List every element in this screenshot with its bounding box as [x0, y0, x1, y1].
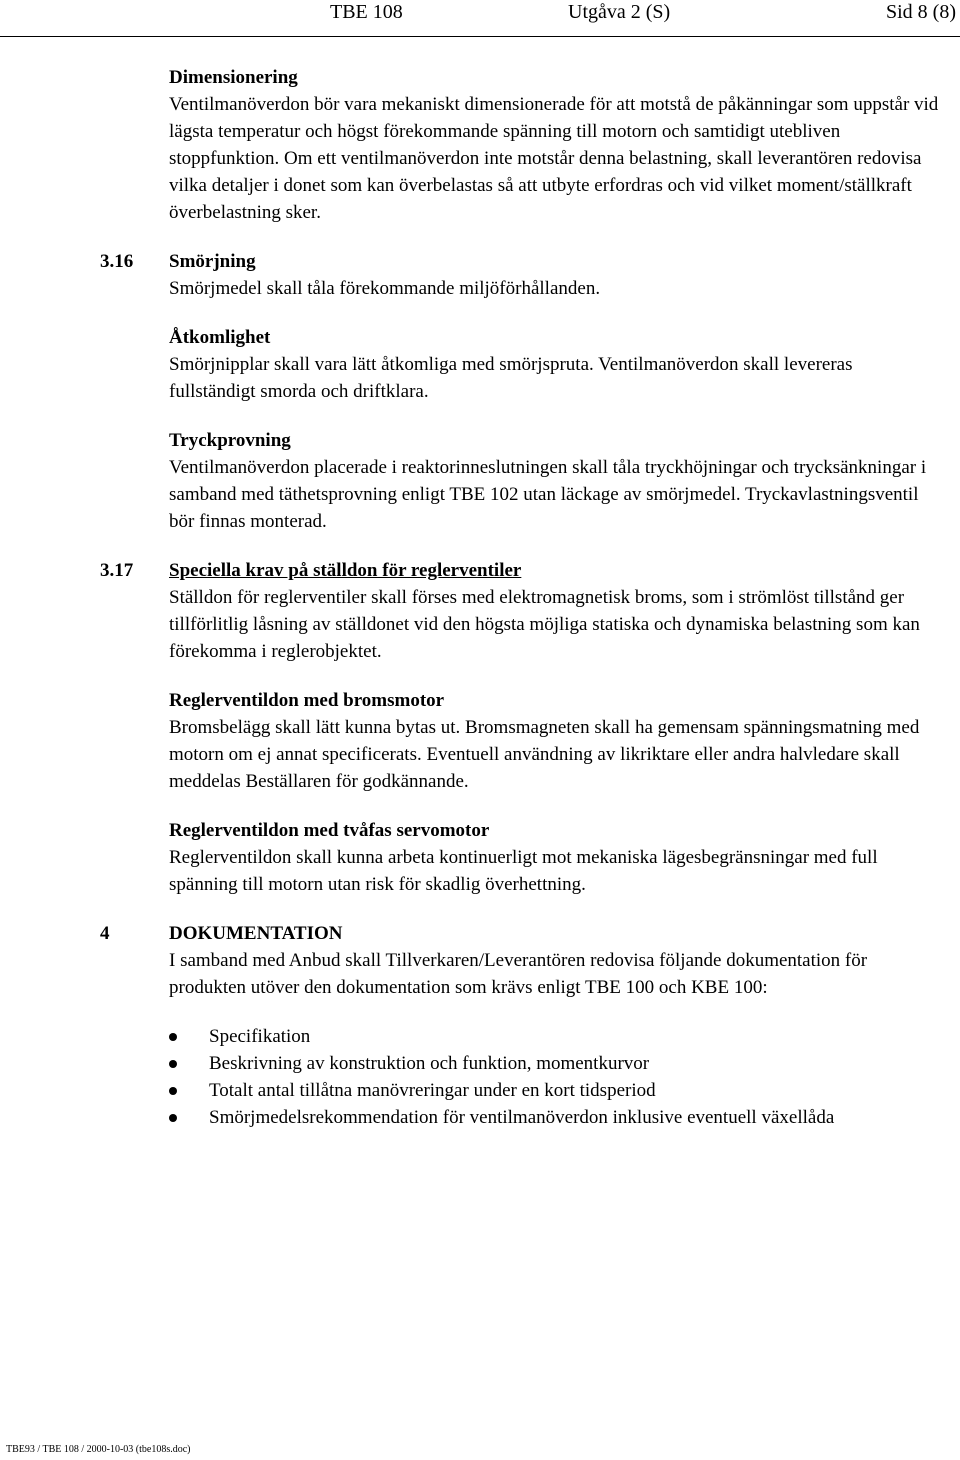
paragraph-smorjning: Smörjmedel skall tåla förekommande miljöförhållanden.: [169, 278, 601, 299]
section-dimensionering: [169, 64, 939, 226]
list-item: [169, 1023, 939, 1050]
document-body: [0, 64, 960, 1131]
heading-atkomlighet: Åtkomlighet: [169, 327, 271, 348]
heading-servomotor: Reglerventildon med tvåfas servomotor: [169, 820, 490, 841]
section-number-3-16: 3.16: [100, 251, 134, 272]
paragraph-servomotor: Reglerventildon skall kunna arbeta kontinuerligt mot mekaniska lägesbegränsningar med full spänning till motorn utan risk för skadlig överhettning.: [169, 847, 878, 895]
heading-dimensionering: Dimensionering: [169, 67, 298, 88]
documentation-list: [169, 1023, 939, 1131]
paragraph-tryckprovning: Ventilmanöverdon placerade i reaktorinneslutningen skall tåla tryckhöjningar och trycksänkningar i samband med täthetsprovning enligt TBE 102 utan läckage av smörjmedel. Tryckavlastningsventil bör finnas monterad.: [169, 457, 927, 532]
list-item-text: Smörjmedelsrekommendation för ventilmanöverdon inklusive eventuell växellåda: [209, 1107, 835, 1128]
list-item: [169, 1077, 939, 1104]
document-id: TBE 108: [330, 1, 403, 23]
bullet-icon: [169, 1087, 177, 1095]
section-servomotor: [169, 817, 939, 898]
section-number-4: 4: [100, 923, 110, 944]
paragraph-dokumentation: I samband med Anbud skall Tillverkaren/Leverantören redovisa följande dokumentation för produkten utöver den dokumentation som krävs enligt TBE 100 och KBE 100:: [169, 950, 868, 998]
paragraph-dimensionering: Ventilmanöverdon bör vara mekaniskt dimensionerade för att motstå de påkänningar som uppstår vid lägsta temperatur och högst förekommande spänning till motorn och samtidigt utebliven stoppfunktion. Om ett ventilmanöverdon inte motstår denna belastning, skall leverantören redovisa vilka detaljer i donet som kan överbelastas så att utbyte erfordras och vid vilket moment/ställkraft överbelastning sker.: [169, 94, 939, 223]
section-3-17: [100, 557, 939, 665]
section-4: [100, 920, 939, 1131]
section-3-16: [100, 248, 939, 302]
list-item-text: Beskrivning av konstruktion och funktion, momentkurvor: [209, 1053, 650, 1074]
section-number-3-17: 3.17: [100, 560, 134, 581]
bullet-icon: [169, 1060, 177, 1068]
heading-smorjning: Smörjning: [169, 251, 256, 272]
paragraph-speciella-krav: Ställdon för reglerventiler skall förses med elektromagnetisk broms, som i strömlöst tillstånd ger tillförlitlig låsning av ställdonet vid den högsta möjliga statiska och dynamiska belastning som kan förekomma i reglerobjektet.: [169, 587, 920, 662]
paragraph-atkomlighet: Smörjnipplar skall vara lätt åtkomliga med smörjspruta. Ventilmanöverdon skall levereras fullständigt smorda och driftklara.: [169, 354, 853, 402]
bullet-icon: [169, 1033, 177, 1041]
heading-dokumentation: DOKUMENTATION: [169, 923, 343, 944]
heading-tryckprovning: Tryckprovning: [169, 430, 291, 451]
list-item: [169, 1104, 939, 1131]
heading-bromsmotor: Reglerventildon med bromsmotor: [169, 690, 445, 711]
page-footer: TBE93 / TBE 108 / 2000-10-03 (tbe108s.doc): [6, 1444, 191, 1455]
edition-label: Utgåva 2 (S): [568, 1, 671, 23]
list-item-text: Totalt antal tillåtna manövreringar under en kort tidsperiod: [209, 1080, 656, 1101]
page-header: [0, 0, 960, 37]
section-atkomlighet: [169, 324, 939, 405]
paragraph-bromsmotor: Bromsbelägg skall lätt kunna bytas ut. Bromsmagneten skall ha gemensam spänningsmatning med motorn om ej annat specificerats. Eventuell användning av likriktare eller andra halvledare skall meddelas Beställaren för godkännande.: [169, 717, 920, 792]
section-bromsmotor: [169, 687, 939, 795]
section-tryckprovning: [169, 427, 939, 535]
page-number: Sid 8 (8): [886, 1, 956, 23]
bullet-icon: [169, 1114, 177, 1122]
list-item: [169, 1050, 939, 1077]
list-item-text: Specifikation: [209, 1026, 311, 1047]
heading-speciella-krav: Speciella krav på ställdon för reglerventiler: [169, 560, 522, 581]
